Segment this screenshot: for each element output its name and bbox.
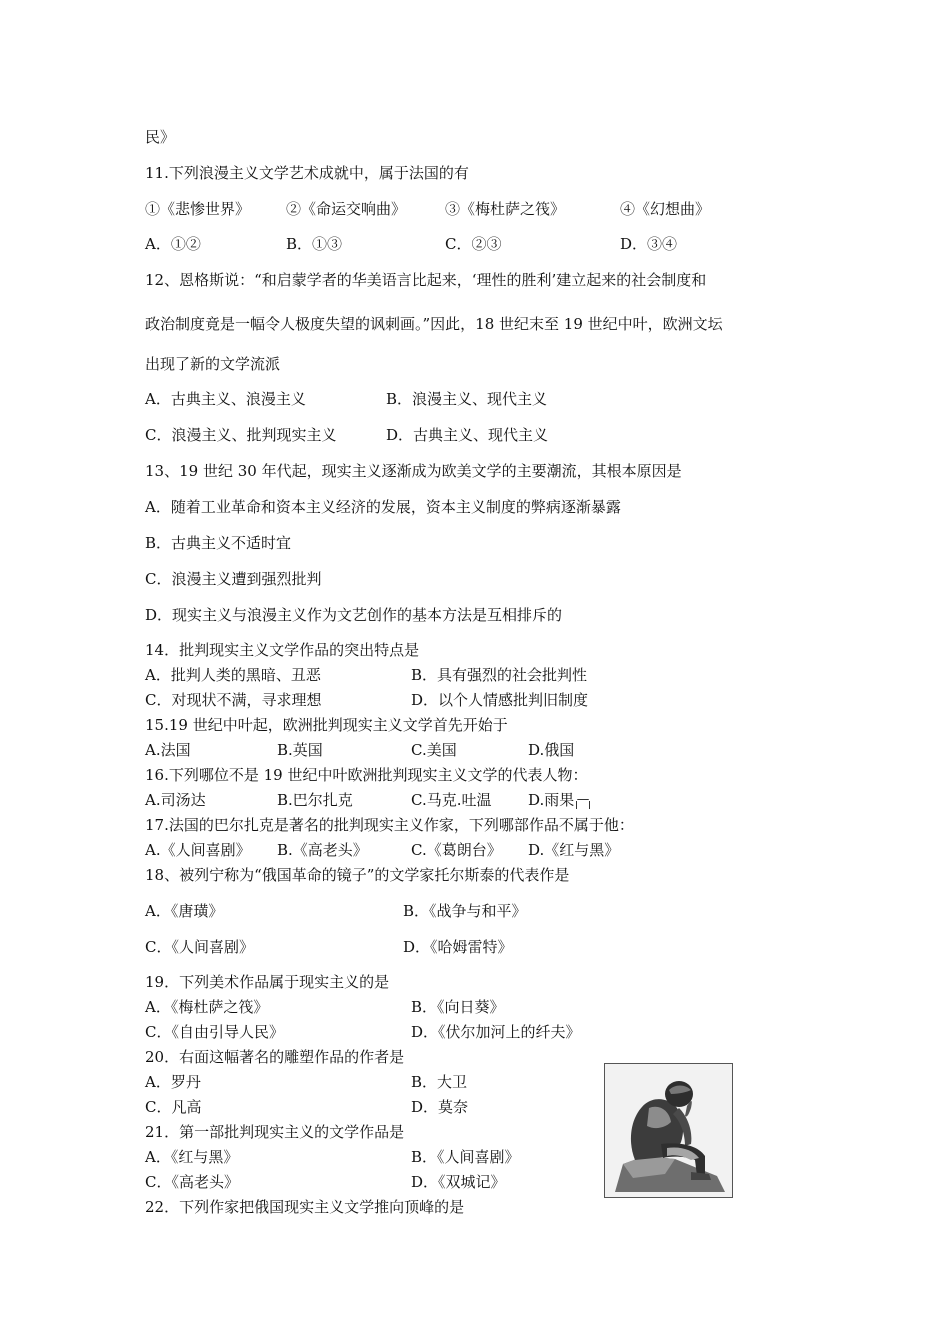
answer-blank-mark: [576, 801, 590, 809]
q20-option-b: B．大卫: [411, 1073, 468, 1091]
q16-option-d-text: D.雨果: [528, 791, 575, 809]
q18-option-b: B．《战争与和平》: [403, 902, 527, 920]
q15-option-c: C.美国: [411, 741, 457, 759]
thinker-sculpture-image: [604, 1063, 733, 1198]
question-10-tail: 民》: [145, 128, 176, 146]
q11-option-d: D．③④: [620, 235, 678, 253]
q18-option-c: C．《人间喜剧》: [145, 938, 254, 956]
q17-option-a: A.《人间喜剧》: [145, 841, 251, 859]
q19-option-a: A．《梅杜萨之筏》: [145, 998, 269, 1016]
q20-option-c: C．凡高: [145, 1098, 202, 1116]
question-13-stem: 13、19 世纪 30 年代起，现实主义逐渐成为欧美文学的主要潮流，其根本原因是: [145, 462, 682, 480]
q11-item-1: ①《悲惨世界》: [145, 200, 251, 218]
question-11-stem: 11.下列浪漫主义文学艺术成就中，属于法国的有: [145, 164, 469, 182]
question-19-stem: 19．下列美术作品属于现实主义的是: [145, 973, 390, 991]
q15-option-d: D.俄国: [528, 741, 575, 759]
q13-option-d: D．现实主义与浪漫主义作为文艺创作的基本方法是互相排斥的: [145, 606, 563, 624]
question-17-stem: 17.法国的巴尔扎克是著名的批判现实主义作家，下列哪部作品不属于他：: [145, 816, 634, 834]
q15-option-b: B.英国: [277, 741, 323, 759]
q12-option-d: D．古典主义、现代主义: [386, 426, 549, 444]
q11-option-b: B．①③: [286, 235, 343, 253]
q20-option-d: D．莫奈: [411, 1098, 469, 1116]
q12-option-c: C．浪漫主义、批判现实主义: [145, 426, 337, 444]
q16-option-b: B.巴尔扎克: [277, 791, 353, 809]
q14-option-c: C．对现状不满，寻求理想: [145, 691, 322, 709]
q11-item-2: ②《命运交响曲》: [286, 200, 407, 218]
question-12-line-3: 出现了新的文学流派: [145, 355, 281, 373]
q21-option-d: D．《双城记》: [411, 1173, 506, 1191]
q15-option-a: A.法国: [145, 741, 191, 759]
q16-option-c: C.马克.吐温: [411, 791, 492, 809]
q19-option-b: B．《向日葵》: [411, 998, 505, 1016]
thinker-sculpture-graphic: [605, 1064, 732, 1197]
q17-option-d: D.《红与黑》: [528, 841, 620, 859]
q18-option-a: A．《唐璜》: [145, 902, 224, 920]
question-21-stem: 21．第一部批判现实主义的文学作品是: [145, 1123, 405, 1141]
q11-option-c: C．②③: [445, 235, 502, 253]
q12-option-b: B．浪漫主义、现代主义: [386, 390, 548, 408]
question-20-stem: 20．右面这幅著名的雕塑作品的作者是: [145, 1048, 405, 1066]
question-14-stem: 14．批判现实主义文学作品的突出特点是: [145, 641, 420, 659]
question-16-stem: 16.下列哪位不是 19 世纪中叶欧洲批判现实主义文学的代表人物：: [145, 766, 588, 784]
q19-option-d: D．《伏尔加河上的纤夫》: [411, 1023, 581, 1041]
q21-option-c: C．《高老头》: [145, 1173, 239, 1191]
q17-option-c: C.《葛朗台》: [411, 841, 502, 859]
q11-option-a: A．①②: [145, 235, 201, 253]
question-15-stem: 15.19 世纪中叶起，欧洲批判现实主义文学首先开始于: [145, 716, 508, 734]
q14-option-d: D．以个人情感批判旧制度: [411, 691, 589, 709]
question-12-line-1: 12、恩格斯说：“和启蒙学者的华美语言比起来，‘理性的胜利’建立起来的社会制度和: [145, 271, 707, 289]
q17-option-b: B.《高老头》: [277, 841, 368, 859]
q21-option-b: B．《人间喜剧》: [411, 1148, 520, 1166]
q11-item-4: ④《幻想曲》: [620, 200, 711, 218]
q13-option-c: C．浪漫主义遭到强烈批判: [145, 570, 322, 588]
q12-option-a: A．古典主义、浪漫主义: [145, 390, 306, 408]
q14-option-b: B．具有强烈的社会批判性: [411, 666, 588, 684]
q20-option-a: A．罗丹: [145, 1073, 201, 1091]
q14-option-a: A．批判人类的黑暗、丑恶: [145, 666, 321, 684]
question-18-stem: 18、被列宁称为“俄国革命的镜子”的文学家托尔斯泰的代表作是: [145, 866, 570, 884]
q21-option-a: A．《红与黑》: [145, 1148, 239, 1166]
q18-option-d: D．《哈姆雷特》: [403, 938, 513, 956]
q16-option-a: A.司汤达: [145, 791, 206, 809]
question-12-line-2: 政治制度竟是一幅令人极度失望的讽刺画。”因此，18 世纪末至 19 世纪中叶，欧洲文坛: [145, 315, 723, 333]
q16-option-d: [528, 790, 590, 810]
q11-item-3: ③《梅杜萨之筏》: [445, 200, 566, 218]
question-22-stem: 22．下列作家把俄国现实主义文学推向顶峰的是: [145, 1198, 465, 1216]
q13-option-b: B．古典主义不适时宜: [145, 534, 292, 552]
q19-option-c: C．《自由引导人民》: [145, 1023, 284, 1041]
q13-option-a: A．随着工业革命和资本主义经济的发展，资本主义制度的弊病逐渐暴露: [145, 498, 621, 516]
